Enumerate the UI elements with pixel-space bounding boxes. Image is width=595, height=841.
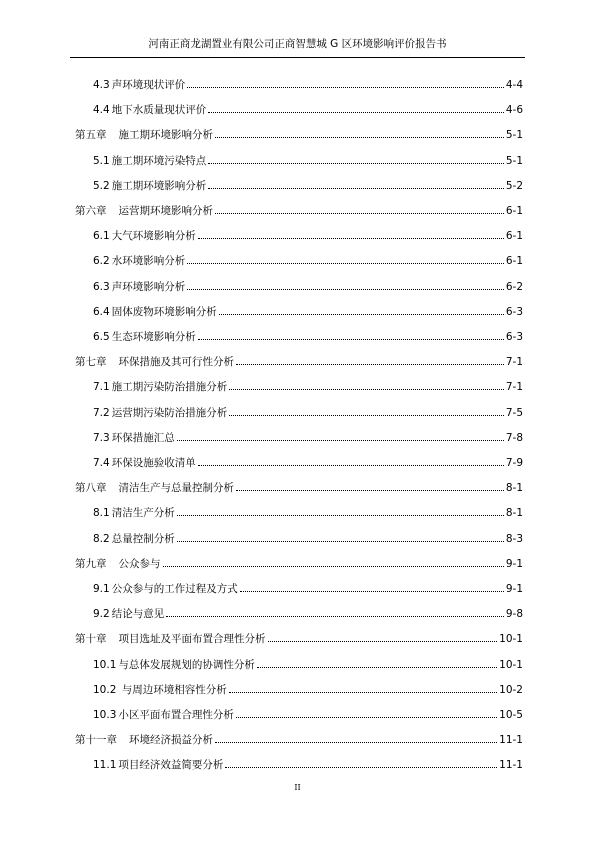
toc-entry-text: 与总体发展规划的协调性分析 <box>118 658 255 671</box>
toc-section-entry[interactable] <box>93 74 523 92</box>
toc-entry-page: 4-6 <box>505 104 523 117</box>
toc-section-entry[interactable] <box>93 175 523 193</box>
toc-entry-page: 11-1 <box>499 734 523 747</box>
toc-entry-title <box>93 582 238 596</box>
toc-entry-page: 6-3 <box>505 331 523 343</box>
toc-entry-number: 第十一章 <box>75 734 117 747</box>
toc-entry-title <box>93 103 206 117</box>
toc-entry-title <box>93 179 206 193</box>
toc-entry-number: 6.2 <box>93 255 110 268</box>
dot-leader <box>236 364 504 365</box>
toc-entry-number: 第六章 <box>75 205 107 217</box>
dot-leader <box>198 465 504 466</box>
toc-entry-title <box>93 280 185 294</box>
toc-entry-page: 6-1 <box>505 205 523 217</box>
toc-entry-text: 与周边环境相容性分析 <box>118 683 227 696</box>
dot-leader <box>240 591 504 592</box>
toc-chapter-entry[interactable] <box>75 553 523 571</box>
dot-leader <box>187 289 504 290</box>
dot-leader <box>198 339 504 340</box>
toc-entry-title <box>93 456 196 470</box>
toc-entry-text: 公众参与的工作过程及方式 <box>111 583 238 595</box>
toc-entry-number: 4.3 <box>93 79 110 91</box>
toc-chapter-entry[interactable] <box>75 628 523 646</box>
dot-leader <box>177 541 504 542</box>
toc-chapter-entry[interactable] <box>75 351 523 369</box>
toc-entry-title <box>93 229 196 243</box>
toc-entry-text: 施工期环境影响分析 <box>118 129 213 142</box>
dot-leader <box>177 515 504 516</box>
toc-entry-text: 项目选址及平面布置合理性分析 <box>118 633 266 646</box>
toc-entry-text: 地下水质量现状评价 <box>111 104 207 117</box>
toc-entry-page: 10-1 <box>499 658 523 671</box>
toc-entry-text: 施工期环境污染特点 <box>111 154 207 167</box>
toc-chapter-entry[interactable] <box>75 200 523 218</box>
toc-section-entry[interactable] <box>93 679 523 697</box>
toc-entry-page: 10-2 <box>499 683 523 696</box>
toc-entry-title <box>93 380 227 394</box>
toc-entry-page: 8-3 <box>505 532 523 545</box>
dot-leader <box>236 490 504 491</box>
toc-entry-title <box>75 481 234 495</box>
page-number: II <box>294 783 301 792</box>
toc-entry-text: 环保设施验收清单 <box>111 457 196 469</box>
toc-section-entry[interactable] <box>93 402 523 420</box>
toc-entry-number: 10.2 <box>93 683 117 696</box>
toc-entry-text: 施工期污染防治措施分析 <box>111 381 228 394</box>
dot-leader <box>229 692 497 693</box>
toc-entry-number: 5.1 <box>93 154 110 167</box>
toc-section-entry[interactable] <box>93 225 523 243</box>
toc-entry-text: 大气环境影响分析 <box>111 230 196 243</box>
toc-entry-title <box>93 607 164 621</box>
toc-entry-title <box>93 154 206 168</box>
toc-entry-number: 第五章 <box>75 129 107 142</box>
toc-entry-page: 10-1 <box>499 633 523 646</box>
toc-entry-page: 6-2 <box>505 280 523 293</box>
toc-section-entry[interactable] <box>93 578 523 596</box>
toc-entry-text: 水环境影响分析 <box>111 255 186 268</box>
dot-leader <box>198 238 504 239</box>
toc-entry-page: 5-2 <box>505 179 523 192</box>
toc-entry-page: 7-5 <box>505 406 523 419</box>
dot-leader <box>215 213 504 214</box>
toc-entry-number: 第八章 <box>75 482 107 495</box>
dot-leader <box>257 667 497 668</box>
toc-entry-text: 环保措施及其可行性分析 <box>118 356 234 369</box>
toc-section-entry[interactable] <box>93 376 523 394</box>
toc-entry-number: 第七章 <box>75 356 107 369</box>
toc-section-entry[interactable] <box>93 276 523 294</box>
toc-section-entry[interactable] <box>93 301 523 319</box>
dot-leader <box>208 163 504 164</box>
dot-leader <box>208 188 504 189</box>
toc-section-entry[interactable] <box>93 452 523 470</box>
toc-entry-number: 7.3 <box>93 431 110 444</box>
dot-leader <box>219 314 504 315</box>
dot-leader <box>215 742 497 743</box>
toc-entry-number: 7.4 <box>93 457 110 469</box>
toc-section-entry[interactable] <box>93 99 523 117</box>
toc-entry-number: 6.4 <box>93 305 110 318</box>
toc-entry-number: 9.1 <box>93 583 110 595</box>
toc-entry-number: 6.1 <box>93 230 110 243</box>
toc-entry-title <box>75 632 266 646</box>
toc-entry-title <box>93 658 255 672</box>
toc-entry-text: 清洁生产与总量控制分析 <box>118 482 234 495</box>
toc-chapter-entry[interactable] <box>75 477 523 495</box>
toc-entry-title <box>75 557 161 571</box>
dot-leader <box>229 415 504 416</box>
dot-leader <box>163 566 504 567</box>
toc-entry-page: 5-1 <box>505 154 523 167</box>
toc-entry-text: 公众参与 <box>118 557 161 570</box>
running-header: 河南正商龙湖置业有限公司正商智慧城 G 区环境影响评价报告书 <box>148 38 447 50</box>
toc-entry-title <box>93 683 227 697</box>
toc-entry-title <box>93 305 217 319</box>
toc-entry-page: 8-1 <box>505 507 523 520</box>
toc-entry-number: 5.2 <box>93 179 110 192</box>
toc-entry-number: 9.2 <box>93 608 110 621</box>
toc-entry-text: 环保措施汇总 <box>111 431 175 444</box>
toc-entry-text: 声环境影响分析 <box>111 280 186 293</box>
toc-entry-title <box>93 254 185 268</box>
dot-leader <box>187 87 504 88</box>
toc-entry-text: 声环境现状评价 <box>111 79 186 91</box>
toc-entry-title <box>93 78 185 92</box>
toc-entry-number: 6.5 <box>93 331 110 343</box>
toc-entry-number: 8.2 <box>93 532 110 545</box>
toc-entry-title <box>75 355 234 369</box>
toc-entry-text: 运营期污染防治措施分析 <box>111 406 228 419</box>
toc-entry-text: 总量控制分析 <box>111 532 175 545</box>
toc-entry-page: 7-1 <box>505 381 523 394</box>
toc-section-entry[interactable] <box>93 150 523 168</box>
toc-entry-number: 第九章 <box>75 557 107 570</box>
header-rule <box>70 57 525 58</box>
toc-entry-text: 小区平面布置合理性分析 <box>118 709 234 721</box>
toc-section-entry[interactable] <box>93 654 523 672</box>
dot-leader <box>208 112 504 113</box>
toc-entry-number: 10.3 <box>93 709 117 721</box>
toc-section-entry[interactable] <box>93 528 523 546</box>
toc-entry-page: 7-8 <box>505 431 523 444</box>
toc-chapter-entry[interactable] <box>75 124 523 142</box>
toc-entry-number: 7.1 <box>93 381 110 394</box>
toc-entry-title <box>75 733 213 747</box>
toc-entry-number: 第十章 <box>75 633 107 646</box>
toc-entry-page: 9-8 <box>505 608 523 621</box>
dot-leader <box>166 616 504 617</box>
toc-entry-page: 4-4 <box>505 79 523 91</box>
toc-entry-text: 项目经济效益简要分析 <box>118 759 224 772</box>
toc-entry-number: 4.4 <box>93 104 110 117</box>
toc-entry-title <box>93 532 175 546</box>
toc-entry-page: 8-1 <box>505 482 523 495</box>
toc-entry-title <box>93 330 196 344</box>
dot-leader <box>236 717 497 718</box>
toc-entry-number: 6.3 <box>93 280 110 293</box>
toc-entry-page: 6-1 <box>505 230 523 243</box>
toc-entry-title <box>93 406 227 420</box>
toc-entry-title <box>75 128 213 142</box>
toc-entry-number: 11.1 <box>93 759 117 772</box>
toc-entry-number: 10.1 <box>93 658 117 671</box>
toc-entry-page: 9-1 <box>505 557 523 570</box>
toc-section-entry[interactable] <box>93 502 523 520</box>
dot-leader <box>229 389 504 390</box>
toc-section-entry[interactable] <box>93 603 523 621</box>
toc-entry-text: 运营期环境影响分析 <box>118 205 213 217</box>
toc-entry-page: 6-1 <box>505 255 523 268</box>
dot-leader <box>187 263 504 264</box>
toc-entry-page: 10-5 <box>499 709 523 721</box>
toc-section-entry[interactable] <box>93 427 523 445</box>
toc-entry-text: 清洁生产分析 <box>111 507 175 520</box>
toc-entry-page: 11-1 <box>499 759 523 772</box>
dot-leader <box>177 440 504 441</box>
toc-entry-text: 结论与意见 <box>111 608 165 621</box>
toc-entry-page: 7-1 <box>505 356 523 369</box>
toc-section-entry[interactable] <box>93 326 523 344</box>
toc-section-entry[interactable] <box>93 704 523 722</box>
toc-entry-page: 6-3 <box>505 305 523 318</box>
toc-section-entry[interactable] <box>93 754 523 772</box>
toc-entry-text: 固体废物环境影响分析 <box>111 305 217 318</box>
toc-entry-page: 5-1 <box>505 129 523 142</box>
toc-entry-text: 施工期环境影响分析 <box>111 179 207 192</box>
toc-entry-title <box>93 708 234 722</box>
toc-entry-text: 生态环境影响分析 <box>111 331 196 343</box>
toc-entry-title <box>75 204 213 218</box>
toc-entry-text: 环境经济损益分析 <box>129 734 213 747</box>
toc-entry-number: 7.2 <box>93 406 110 419</box>
toc-entry-title <box>93 506 175 520</box>
toc-chapter-entry[interactable] <box>75 729 523 747</box>
dot-leader <box>225 767 497 768</box>
toc-entry-page: 9-1 <box>505 583 523 595</box>
toc-entry-title <box>93 431 175 445</box>
toc-entry-page: 7-9 <box>505 457 523 469</box>
dot-leader <box>215 137 504 138</box>
toc-entry-title <box>93 758 223 772</box>
dot-leader <box>268 641 498 642</box>
toc-section-entry[interactable] <box>93 250 523 268</box>
toc-entry-number: 8.1 <box>93 507 110 520</box>
